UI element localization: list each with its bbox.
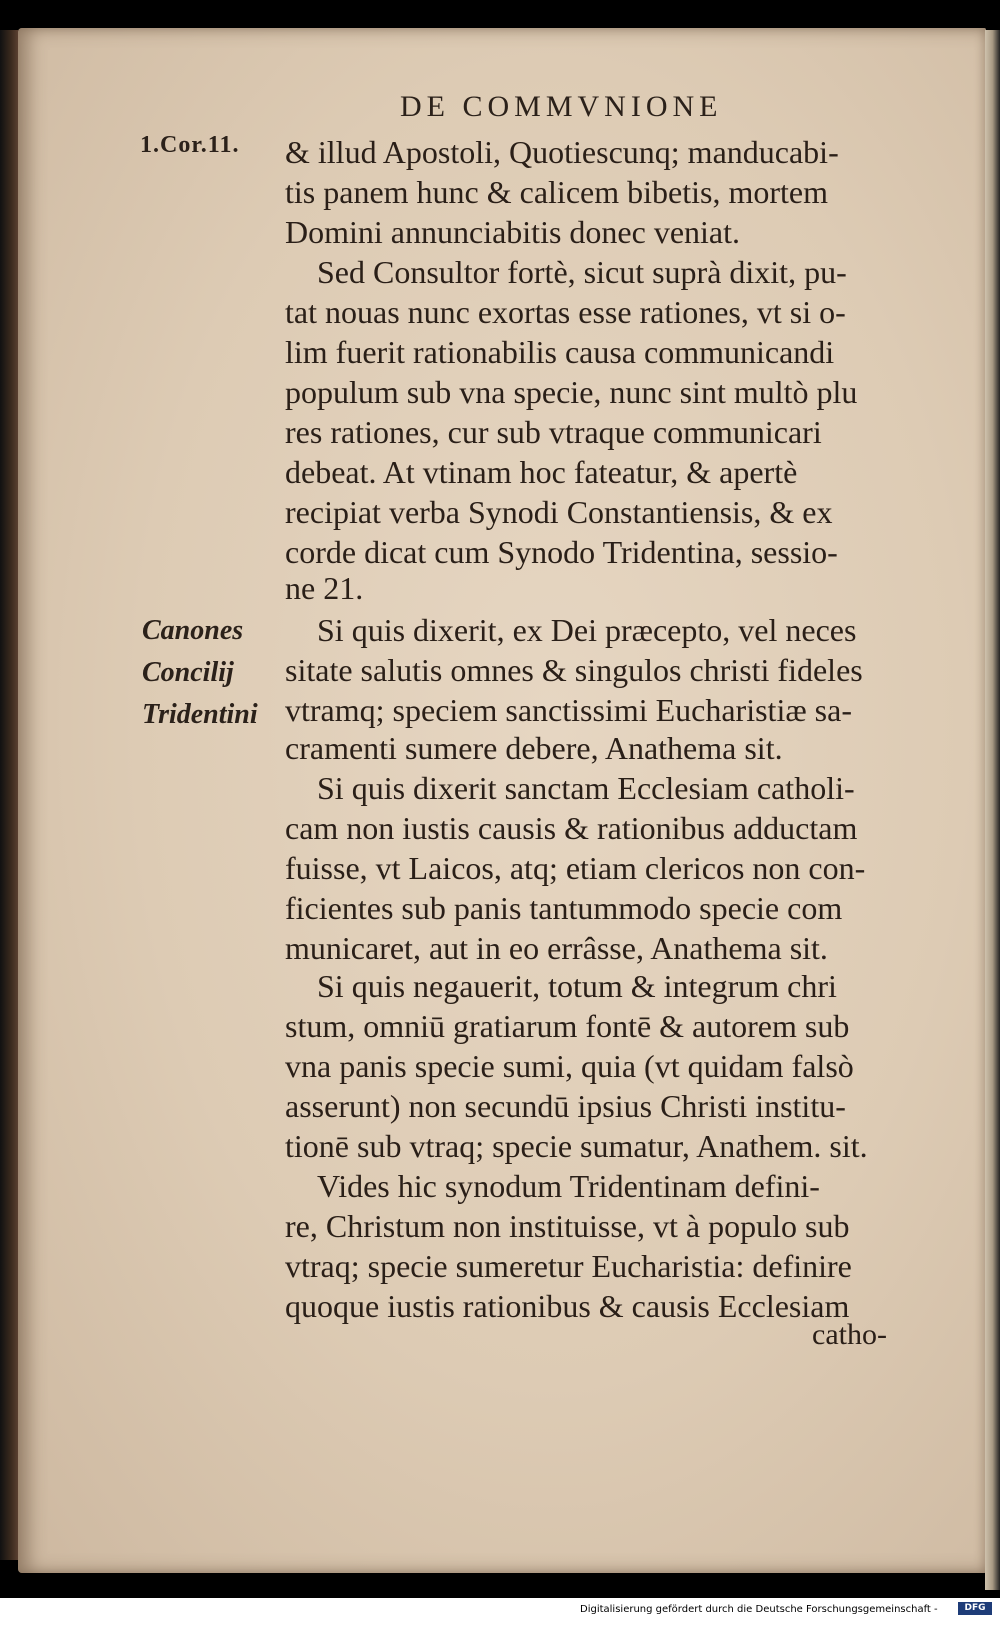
text-line: res rationes, cur sub vtraque communicari <box>285 414 822 450</box>
text-line: fuisse, vt Laicos, atq; etiam clericos non con- <box>285 850 866 886</box>
text-line: quoque iustis rationibus & causis Ecclesiam <box>285 1288 850 1324</box>
dfg-credit-text: Digitalisierung gefördert durch die Deutsche Forschungsgemeinschaft - <box>580 1604 938 1615</box>
text-line: sitate salutis omnes & singulos christi fideles <box>285 652 863 688</box>
text-line: tionē sub vtraq; specie sumatur, Anathem. sit. <box>285 1128 868 1164</box>
page-fore-edge <box>985 30 1000 1590</box>
text-line: Si quis dixerit, ex Dei præcepto, vel neces <box>317 612 857 648</box>
text-line: Vides hic synodum Tridentinam defini- <box>317 1168 820 1204</box>
margin-note-concilij: Concilij <box>142 657 234 688</box>
catchword: catho- <box>812 1318 887 1351</box>
text-line: vtramq; speciem sanctissimi Eucharistiæ sa- <box>285 692 852 728</box>
text-line: asserunt) non secundū ipsius Christi institu- <box>285 1088 846 1124</box>
text-line: re, Christum non instituisse, vt à populo sub <box>285 1208 850 1244</box>
text-line: recipiat verba Synodi Constantiensis, & ex <box>285 494 833 530</box>
text-line: cam non iustis causis & rationibus adductam <box>285 810 858 846</box>
book-spine-edge <box>0 30 18 1560</box>
text-line: Domini annunciabitis donec veniat. <box>285 214 740 250</box>
text-line: vna panis specie sumi, quia (vt quidam falsò <box>285 1048 854 1084</box>
text-line: vtraq; specie sumeretur Eucharistia: definire <box>285 1248 852 1284</box>
text-line: ficientes sub panis tantummodo specie com <box>285 890 843 926</box>
text-line: tis panem hunc & calicem bibetis, mortem <box>285 174 828 210</box>
text-line: Sed Consultor fortè, sicut suprà dixit, pu- <box>317 254 847 290</box>
text-line: lim fuerit rationabilis causa communicandi <box>285 334 835 370</box>
text-line: populum sub vna specie, nunc sint multò plu <box>285 374 858 410</box>
text-line: Si quis negauerit, totum & integrum chri <box>317 968 837 1004</box>
running-head: DE COMMVNIONE <box>400 90 723 123</box>
margin-note-tridentini: Tridentini <box>142 699 258 730</box>
text-line: cramenti sumere debere, Anathema sit. <box>285 730 783 766</box>
text-line: debeat. At vtinam hoc fateatur, & apertè <box>285 454 798 490</box>
margin-note-collation: 1.Cor.11. <box>140 132 240 158</box>
text-line: tat nouas nunc exortas esse rationes, vt si o- <box>285 294 846 330</box>
text-line: municaret, aut in eo errâsse, Anathema sit. <box>285 930 828 966</box>
dfg-logo-icon: DFG <box>958 1602 992 1615</box>
margin-note-canones: Canones <box>142 615 244 646</box>
text-line: ne 21. <box>285 570 364 606</box>
text-line: Si quis dixerit sanctam Ecclesiam catholi- <box>317 770 855 806</box>
text-line: corde dicat cum Synodo Tridentina, sessio- <box>285 534 838 570</box>
text-line: & illud Apostoli, Quotiescunq; manducabi- <box>285 134 839 170</box>
text-line: stum, omniū gratiarum fontē & autorem sub <box>285 1008 850 1044</box>
